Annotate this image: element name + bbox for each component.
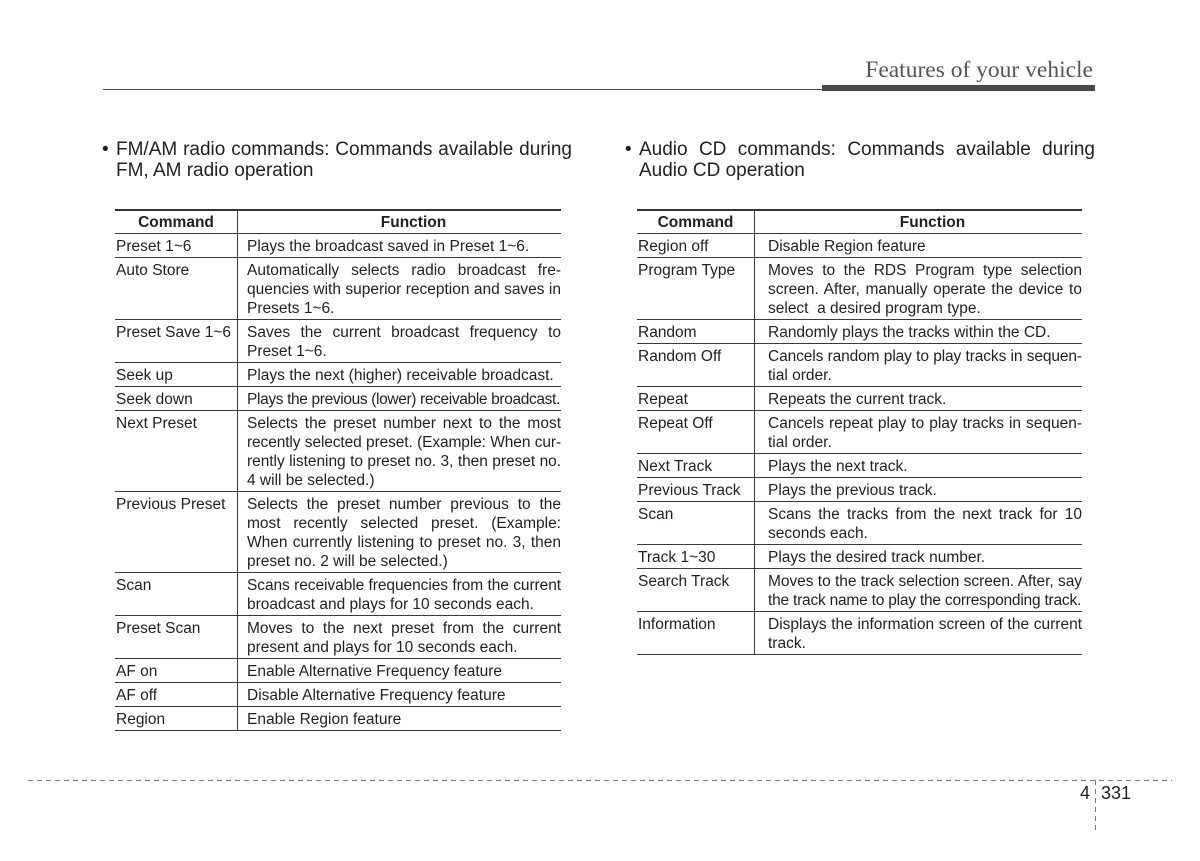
function-line: Plays the broadcast saved in Preset 1~6.: [247, 238, 530, 255]
command-cell: [637, 569, 755, 611]
function-line: Cancels random play to play tracks in sequen-: [768, 348, 1082, 365]
function-line: Moves to the track selection screen. After, say: [768, 573, 1082, 590]
intro-line: FM, AM radio operation: [116, 160, 314, 181]
command-cell: [637, 387, 755, 410]
table-header-row: [637, 211, 1082, 234]
function-line: tial order.: [768, 367, 832, 384]
function-line: Moves to the next preset from the current: [247, 620, 561, 637]
command-cell: [637, 478, 755, 501]
command-text: Program Type: [638, 262, 736, 279]
function-line: Enable Alternative Frequency feature: [247, 663, 503, 680]
command-cell: [115, 363, 238, 386]
function-line: Presets 1~6.: [247, 300, 335, 317]
function-line: Moves to the RDS Program type selection: [768, 262, 1082, 279]
command-cell: [115, 234, 238, 257]
command-cell: [115, 683, 238, 706]
command-text: Information: [638, 616, 716, 633]
header-rule-accent: [822, 85, 1095, 91]
command-text: Scan: [116, 577, 152, 594]
command-cell: [115, 411, 238, 491]
function-line: Automatically selects radio broadcast fre-: [247, 262, 561, 279]
function-line: select a desired program type.: [768, 300, 981, 317]
intro-line: Audio CD commands: Commands available during: [639, 139, 1095, 160]
table-row: [115, 363, 561, 387]
audio-cd-commands-table: [637, 209, 1082, 655]
table-row: [637, 502, 1082, 545]
command-text: Preset Scan: [116, 620, 201, 637]
function-cell: [238, 320, 561, 362]
table-row: [115, 659, 561, 683]
intro-line: Audio CD operation: [639, 160, 805, 181]
footer-rule: [28, 780, 1172, 781]
command-cell: [115, 616, 238, 658]
function-line: track.: [768, 635, 806, 652]
command-cell: [637, 258, 755, 319]
command-text: Preset 1~6: [116, 238, 192, 255]
command-text: Repeat: [638, 391, 688, 408]
function-cell: [755, 545, 1082, 568]
command-column-header: Command: [637, 211, 755, 233]
function-cell: [755, 454, 1082, 477]
function-cell: [238, 573, 561, 615]
function-line: Plays the previous track.: [768, 482, 937, 499]
function-line: Selects the preset number previous to the: [247, 496, 561, 513]
audio-cd-intro: [625, 139, 1095, 181]
function-cell: [755, 258, 1082, 319]
chapter-number: 4: [1079, 783, 1090, 803]
command-text: AF off: [116, 687, 158, 704]
section-title: Features of your vehicle: [865, 57, 1093, 83]
function-column-header: Function: [899, 214, 966, 231]
function-line: Plays the desired track number.: [768, 549, 986, 566]
command-text: AF on: [116, 663, 158, 680]
command-text: Region off: [638, 238, 709, 255]
function-line: tial order.: [768, 434, 832, 451]
function-cell: [238, 411, 561, 491]
command-cell: [115, 659, 238, 682]
command-cell: [637, 234, 755, 257]
command-text: Preset Save 1~6: [116, 324, 232, 341]
function-line: screen. After, manually operate the device to: [768, 281, 1082, 298]
function-cell: [238, 387, 561, 410]
table-row: [637, 569, 1082, 612]
function-line: Repeats the current track.: [768, 391, 947, 408]
command-cell: [637, 502, 755, 544]
function-line: Disable Alternative Frequency feature: [247, 687, 506, 704]
command-cell: [115, 707, 238, 730]
command-text: Next Preset: [116, 415, 197, 432]
table-row: [115, 492, 561, 573]
command-column-header: Command: [115, 211, 238, 233]
command-text: Search Track: [638, 573, 730, 590]
function-line: When currently listening to preset no. 3, then: [247, 534, 561, 551]
function-line: Randomly plays the tracks within the CD.: [768, 324, 1051, 341]
table-row: [637, 387, 1082, 411]
command-cell: [637, 612, 755, 654]
bullet-icon: •: [625, 139, 632, 160]
command-cell: [637, 344, 755, 386]
table-row: [637, 478, 1082, 502]
function-cell: [755, 411, 1082, 453]
table-row: [637, 258, 1082, 320]
function-line: Scans the tracks from the next track for 10: [768, 506, 1082, 523]
command-cell: [637, 454, 755, 477]
command-cell: [115, 573, 238, 615]
table-row: [115, 707, 561, 731]
table-row: [637, 320, 1082, 344]
command-text: Repeat Off: [638, 415, 713, 432]
function-line: most recently selected preset. (Example:: [247, 515, 561, 532]
function-cell: [755, 234, 1082, 257]
function-line: Displays the information screen of the current: [768, 616, 1082, 633]
function-cell: [755, 502, 1082, 544]
function-line: rently listening to preset no. 3, then preset no.: [247, 453, 561, 470]
function-line: Cancels repeat play to play tracks in sequen-: [768, 415, 1082, 432]
command-text: Track 1~30: [638, 549, 716, 566]
function-line: quencies with superior reception and saves in: [247, 281, 561, 298]
command-cell: [637, 320, 755, 343]
command-text: Seek down: [116, 391, 193, 408]
function-line: Disable Region feature: [768, 238, 926, 255]
bullet-icon: •: [102, 139, 109, 160]
table-row: [637, 612, 1082, 655]
function-line: recently selected preset. (Example: When cur-: [247, 434, 561, 451]
function-line: Saves the current broadcast frequency to: [247, 324, 561, 341]
function-line: Preset 1~6.: [247, 343, 327, 360]
table-row: [115, 616, 561, 659]
command-cell: [115, 258, 238, 319]
function-line: Enable Region feature: [247, 711, 402, 728]
function-cell: [238, 659, 561, 682]
command-cell: [115, 492, 238, 572]
table-row: [115, 234, 561, 258]
function-cell: [755, 387, 1082, 410]
command-text: Next Track: [638, 458, 713, 475]
function-cell: [238, 258, 561, 319]
function-cell: [755, 478, 1082, 501]
command-cell: [637, 545, 755, 568]
function-line: Plays the next track.: [768, 458, 908, 475]
function-column-header: Function: [380, 214, 447, 231]
command-text: Scan: [638, 506, 674, 523]
command-text: Previous Preset: [116, 496, 226, 513]
command-text: Random: [638, 324, 697, 341]
function-cell: [238, 707, 561, 730]
function-line: Plays the previous (lower) receivable broadcast.: [247, 391, 560, 408]
command-text: Auto Store: [116, 262, 190, 279]
command-text: Seek up: [116, 367, 173, 384]
page-number: 331: [1101, 783, 1132, 803]
table-row: [637, 344, 1082, 387]
command-cell: [115, 320, 238, 362]
function-cell: [755, 569, 1082, 611]
intro-line: FM/AM radio commands: Commands available during: [116, 139, 572, 160]
function-cell: [238, 683, 561, 706]
table-row: [115, 683, 561, 707]
table-row: [115, 258, 561, 320]
table-row: [115, 411, 561, 492]
fm-am-intro: [102, 139, 572, 181]
function-cell: [238, 363, 561, 386]
fm-am-commands-table: [115, 209, 561, 731]
function-cell: [238, 492, 561, 572]
command-text: Region: [116, 711, 166, 728]
function-cell: [238, 616, 561, 658]
function-line: broadcast and plays for 10 seconds each.: [247, 596, 534, 613]
function-line: Scans receivable frequencies from the current: [247, 577, 561, 594]
function-cell: [755, 612, 1082, 654]
function-line: Plays the next (higher) receivable broadcast.: [247, 367, 554, 384]
function-line: 4 will be selected.): [247, 472, 375, 489]
table-row: [637, 411, 1082, 454]
command-text: Random Off: [638, 348, 722, 365]
table-row: [115, 573, 561, 616]
table-row: [115, 387, 561, 411]
command-text: Previous Track: [638, 482, 741, 499]
function-line: present and plays for 10 seconds each.: [247, 639, 518, 656]
function-line: Selects the preset number next to the most: [247, 415, 561, 432]
command-cell: [115, 387, 238, 410]
table-row: [637, 234, 1082, 258]
function-line: preset no. 2 will be selected.): [247, 553, 448, 570]
function-line: the track name to play the corresponding track.: [768, 592, 1082, 609]
function-cell: [755, 344, 1082, 386]
function-line: seconds each.: [768, 525, 868, 542]
table-row: [637, 545, 1082, 569]
table-row: [115, 320, 561, 363]
table-header-row: [115, 211, 561, 234]
command-cell: [637, 411, 755, 453]
footer-divider: [1095, 780, 1096, 832]
function-cell: [755, 320, 1082, 343]
function-cell: [238, 234, 561, 257]
table-row: [637, 454, 1082, 478]
